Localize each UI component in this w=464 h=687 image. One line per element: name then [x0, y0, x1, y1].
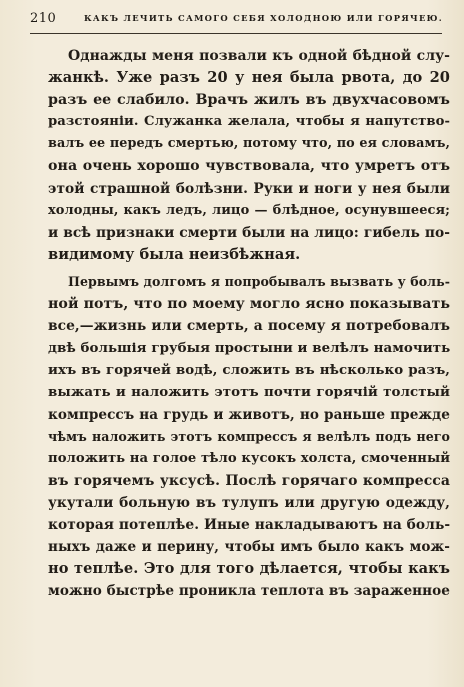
- text-line: этой страшной болѣзни. Руки и ноги у нея были: [48, 180, 450, 197]
- text-line: компрессъ на грудь и животъ, но раньше прежде: [48, 406, 450, 423]
- text-line: холодны, какъ ледъ, лицо — блѣдное, осунувшееся;: [48, 202, 450, 218]
- text-line: и всѣ признаки смерти были на лицо: гибель по-: [48, 224, 450, 241]
- text-line: но теплѣе. Это для того дѣлается, чтобы какъ: [48, 560, 450, 578]
- header-rule: [30, 33, 442, 34]
- text-line: ной потъ, что по моему могло ясно показывать: [48, 296, 450, 313]
- text-line: Первымъ долгомъ я попробывалъ вызвать у боль-: [68, 273, 450, 289]
- text-line: все,—жизнь или смерть, а посему я потребовалъ: [48, 318, 450, 335]
- text-line: она очень хорошо чувствовала, что умретъ отъ: [48, 158, 450, 175]
- text-line: чѣмъ наложить этотъ компрессъ я велѣлъ подъ него: [48, 428, 450, 444]
- text-line: разъ ее слабило. Врачъ жилъ въ двухчасовомъ: [48, 92, 450, 109]
- text-line: разстояніи. Служанка желала, чтобы я напутство-: [48, 114, 450, 130]
- text-line: валъ ее передъ смертью, потому что, по ея словамъ,: [48, 136, 450, 152]
- text-line: которая потеплѣе. Иные накладываютъ на боль-: [48, 516, 451, 533]
- paragraph: [48, 271, 450, 602]
- text-line: ныхъ даже и перину, чтобы имъ было какъ мож-: [48, 539, 450, 556]
- text-line: положить на голое тѣло кусокъ холста, смоченный: [48, 450, 451, 466]
- text-line: двѣ большія грубыя простыни и велѣлъ намочить: [48, 340, 451, 357]
- text-line: Однажды меня позвали къ одной бѣдной слу-: [68, 48, 450, 64]
- text-line: видимому была неизбѣжная.: [48, 245, 301, 263]
- text-line: ихъ въ горячей водѣ, сложить въ нѣсколько разъ,: [48, 362, 450, 379]
- page-number: 210: [30, 11, 57, 26]
- running-title: КАКЪ ЛЕЧИТЬ САМОГО СЕБЯ ХОЛОДНОЮ ИЛИ ГОРЯЧЕЮ.: [84, 13, 443, 23]
- text-line: жанкѣ. Уже разъ 20 у нея была рвота, до 20: [48, 69, 450, 87]
- text-line: въ горячемъ уксусѣ. Послѣ горячаго компресса: [48, 472, 450, 489]
- text-line: можно быстрѣе проникла теплота въ зараженное: [48, 583, 450, 600]
- text-line: выжать и наложить этотъ почти горячій толстый: [48, 384, 450, 401]
- body-text: [48, 45, 450, 602]
- text-line: укутали больную въ тулупъ или другую одежду,: [48, 494, 450, 511]
- page-header: [30, 11, 446, 31]
- paragraph: [48, 45, 450, 266]
